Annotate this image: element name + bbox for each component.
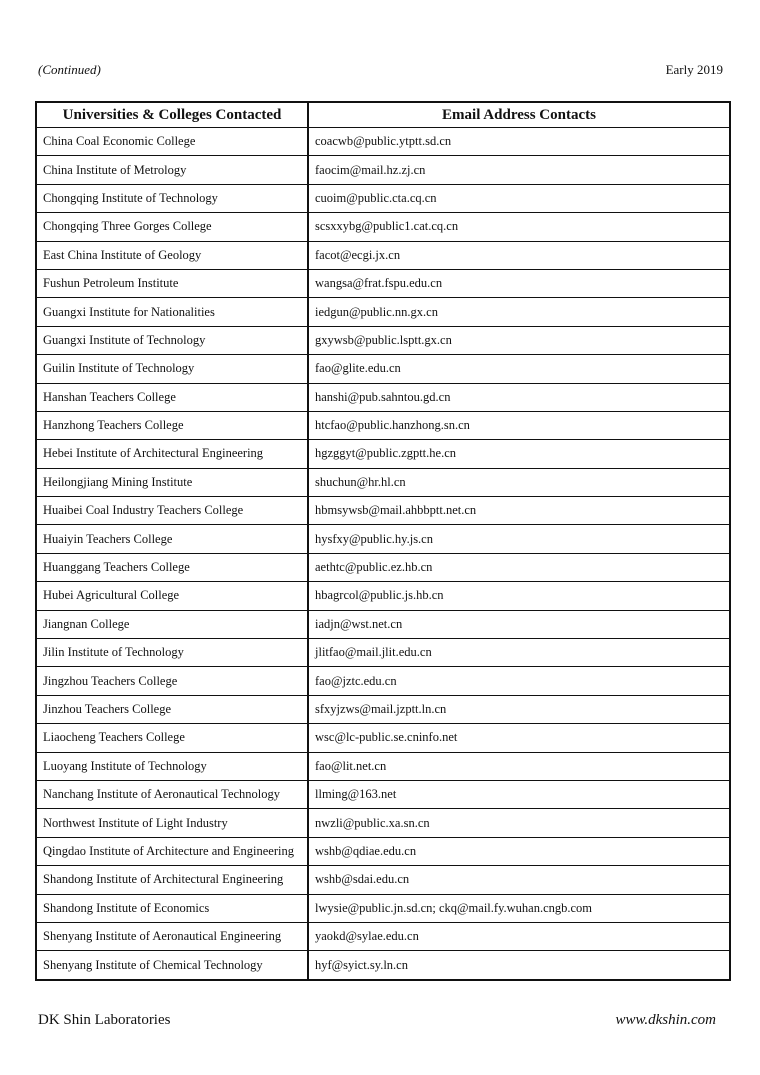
institution-cell: Fushun Petroleum Institute [36,269,308,297]
email-cell: hysfxy@public.hy.js.cn [308,525,730,553]
table-row [36,468,730,496]
table-row [36,383,730,411]
email-cell: wshb@sdai.edu.cn [308,866,730,894]
email-cell: wangsa@frat.fspu.edu.cn [308,269,730,297]
date-label: Early 2019 [665,62,723,77]
email-cell: wshb@qdiae.edu.cn [308,837,730,865]
email-cell: fao@jztc.edu.cn [308,667,730,695]
email-cell: aethtc@public.ez.hb.cn [308,553,730,581]
table-row [36,695,730,723]
email-cell: lwysie@public.jn.sd.cn; ckq@mail.fy.wuhan.cngb.com [308,894,730,922]
footer-company-name: DK Shin Laboratories [38,1012,171,1028]
table-row [36,525,730,553]
table-body [36,128,730,980]
contacts-table-container [35,101,729,981]
email-cell: jlitfao@mail.jlit.edu.cn [308,639,730,667]
email-cell: hyf@syict.sy.ln.cn [308,951,730,980]
table-row [36,411,730,439]
institution-cell: China Institute of Metrology [36,156,308,184]
table-row [36,837,730,865]
email-cell: faocim@mail.hz.zj.cn [308,156,730,184]
institution-cell: Shenyang Institute of Chemical Technology [36,951,308,980]
table-row [36,866,730,894]
institution-cell: Hubei Agricultural College [36,582,308,610]
email-cell: wsc@lc-public.se.cninfo.net [308,724,730,752]
institution-cell: Jingzhou Teachers College [36,667,308,695]
institution-cell: Huaibei Coal Industry Teachers College [36,497,308,525]
institution-cell: Chongqing Institute of Technology [36,184,308,212]
table-row [36,269,730,297]
email-cell: shuchun@hr.hl.cn [308,468,730,496]
institution-cell: Jilin Institute of Technology [36,639,308,667]
table-row [36,440,730,468]
table-row [36,667,730,695]
footer-website: www.dkshin.com [615,1012,716,1028]
email-cell: iadjn@wst.net.cn [308,610,730,638]
table-row [36,355,730,383]
table-row [36,553,730,581]
institution-cell: Hanzhong Teachers College [36,411,308,439]
email-cell: scsxxybg@public1.cat.cq.cn [308,213,730,241]
continued-label: (Continued) [38,62,101,77]
email-cell: hgzggyt@public.zgptt.he.cn [308,440,730,468]
institution-cell: Nanchang Institute of Aeronautical Technology [36,780,308,808]
table-row [36,894,730,922]
institution-cell: Shandong Institute of Architectural Engineering [36,866,308,894]
institution-cell: Chongqing Three Gorges College [36,213,308,241]
table-row [36,639,730,667]
email-cell: coacwb@public.ytptt.sd.cn [308,128,730,156]
email-cell: fao@lit.net.cn [308,752,730,780]
email-cell: hbagrcol@public.js.hb.cn [308,582,730,610]
institution-cell: Heilongjiang Mining Institute [36,468,308,496]
institution-cell: Guangxi Institute for Nationalities [36,298,308,326]
email-cell: gxywsb@public.lsptt.gx.cn [308,326,730,354]
table-header-row [36,102,730,128]
table-row [36,582,730,610]
email-cell: facot@ecgi.jx.cn [308,241,730,269]
table-row [36,298,730,326]
email-cell: fao@glite.edu.cn [308,355,730,383]
table-row [36,724,730,752]
email-cell: llming@163.net [308,780,730,808]
institution-cell: Guilin Institute of Technology [36,355,308,383]
institution-cell: Guangxi Institute of Technology [36,326,308,354]
email-cell: iedgun@public.nn.gx.cn [308,298,730,326]
table-row [36,128,730,156]
column-header-institution: Universities & Colleges Contacted [36,102,308,128]
table-row [36,752,730,780]
table-row [36,156,730,184]
table-row [36,809,730,837]
column-header-email: Email Address Contacts [308,102,730,128]
institution-cell: Liaocheng Teachers College [36,724,308,752]
institution-cell: China Coal Economic College [36,128,308,156]
table-row [36,610,730,638]
email-cell: nwzli@public.xa.sn.cn [308,809,730,837]
table-row [36,241,730,269]
institution-cell: Jinzhou Teachers College [36,695,308,723]
institution-cell: Luoyang Institute of Technology [36,752,308,780]
email-cell: cuoim@public.cta.cq.cn [308,184,730,212]
table-row [36,184,730,212]
institution-cell: Huaiyin Teachers College [36,525,308,553]
email-cell: yaokd@sylae.edu.cn [308,922,730,950]
table-row [36,780,730,808]
institution-cell: Qingdao Institute of Architecture and Engineering [36,837,308,865]
institution-cell: Huanggang Teachers College [36,553,308,581]
table-row [36,326,730,354]
email-cell: htcfao@public.hanzhong.sn.cn [308,411,730,439]
institution-cell: Shandong Institute of Economics [36,894,308,922]
institution-cell: Hanshan Teachers College [36,383,308,411]
email-cell: hanshi@pub.sahntou.gd.cn [308,383,730,411]
institution-cell: Jiangnan College [36,610,308,638]
contacts-table [35,101,731,981]
institution-cell: East China Institute of Geology [36,241,308,269]
table-row [36,497,730,525]
institution-cell: Northwest Institute of Light Industry [36,809,308,837]
email-cell: hbmsywsb@mail.ahbbptt.net.cn [308,497,730,525]
institution-cell: Shenyang Institute of Aeronautical Engineering [36,922,308,950]
email-cell: sfxyjzws@mail.jzptt.ln.cn [308,695,730,723]
table-row [36,922,730,950]
table-row [36,213,730,241]
table-row [36,951,730,980]
institution-cell: Hebei Institute of Architectural Engineering [36,440,308,468]
